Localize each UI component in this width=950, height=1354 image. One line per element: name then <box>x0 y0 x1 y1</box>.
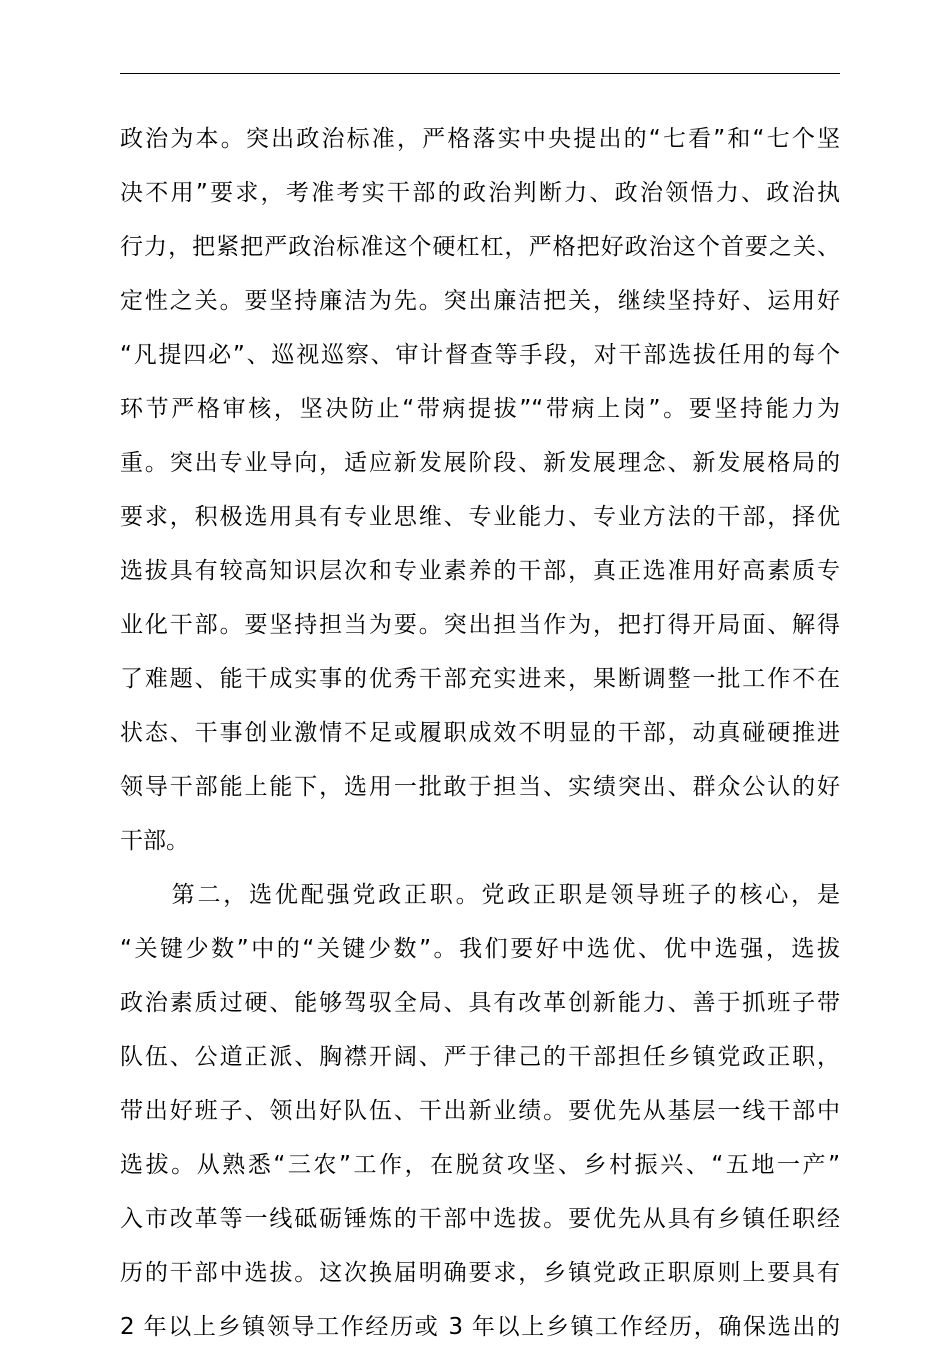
document-body <box>120 112 840 1354</box>
text-line: 选拔具有较高知识层次和专业素养的干部，真正选准用好高素质专 <box>120 558 840 584</box>
text-line: “凡提四必”、巡视巡察、审计督查等手段，对干部选拔任用的每个 <box>120 342 840 368</box>
text-line: 了难题、能干成实事的优秀干部充实进来，果断调整一批工作不在 <box>120 666 840 692</box>
text-line: 队伍、公道正派、胸襟开阔、严于律己的干部担任乡镇党政正职， <box>120 1044 840 1070</box>
text-line: 入市改革等一线砥砺锤炼的干部中选拔。要优先从具有乡镇任职经 <box>120 1206 840 1232</box>
text-line: 决不用”要求，考准考实干部的政治判断力、政治领悟力、政治执 <box>120 180 840 206</box>
text-line: 2 年以上乡镇领导工作经历或 3 年以上乡镇工作经历，确保选出的 <box>120 1314 840 1340</box>
text-line: 选拔。从熟悉“三农”工作，在脱贫攻坚、乡村振兴、“五地一产” <box>120 1152 840 1178</box>
text-line: 领导干部能上能下，选用一批敢于担当、实绩突出、群众公认的好 <box>120 774 840 800</box>
text-line: 第二，选优配强党政正职。党政正职是领导班子的核心，是 <box>120 882 840 908</box>
header-rule <box>120 73 840 74</box>
text-line: 定性之关。要坚持廉洁为先。突出廉洁把关，继续坚持好、运用好 <box>120 288 840 314</box>
text-line: 状态、干事创业激情不足或履职成效不明显的干部，动真碰硬推进 <box>120 720 840 746</box>
text-line: 行力，把紧把严政治标准这个硬杠杠，严格把好政治这个首要之关、 <box>120 234 840 260</box>
text-line: 重。突出专业导向，适应新发展阶段、新发展理念、新发展格局的 <box>120 450 840 476</box>
text-line: 业化干部。要坚持担当为要。突出担当作为，把打得开局面、解得 <box>120 612 840 638</box>
text-line: 环节严格审核，坚决防止“带病提拔”“带病上岗”。要坚持能力为 <box>120 396 840 422</box>
text-line: 干部。 <box>120 828 189 854</box>
text-line: 政治素质过硬、能够驾驭全局、具有改革创新能力、善于抓班子带 <box>120 990 840 1016</box>
text-line: 政治为本。突出政治标准，严格落实中央提出的“七看”和“七个坚 <box>120 126 840 152</box>
text-line: 历的干部中选拔。这次换届明确要求，乡镇党政正职原则上要具有 <box>120 1260 840 1286</box>
text-line: 带出好班子、领出好队伍、干出新业绩。要优先从基层一线干部中 <box>120 1098 840 1124</box>
text-line: “关键少数”中的“关键少数”。我们要好中选优、优中选强，选拔 <box>120 936 840 962</box>
text-line: 要求，积极选用具有专业思维、专业能力、专业方法的干部，择优 <box>120 504 840 530</box>
